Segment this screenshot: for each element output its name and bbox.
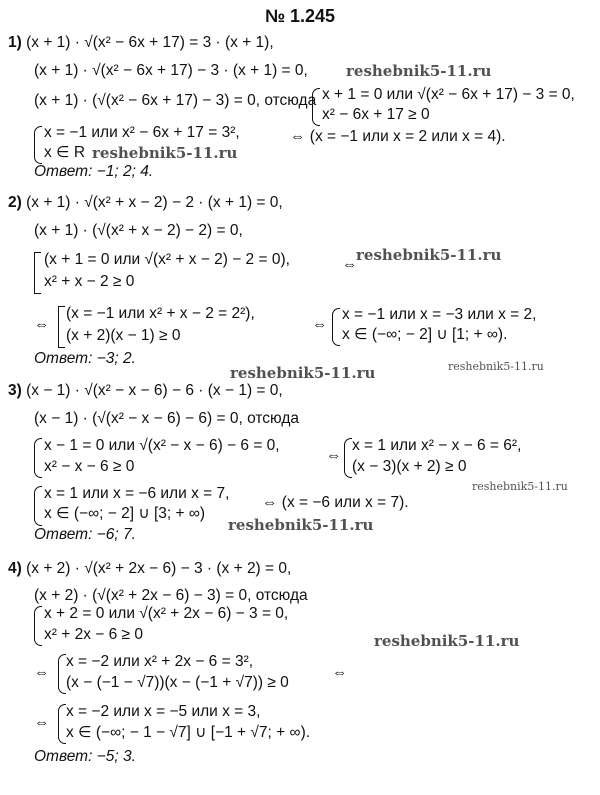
p4-system3-brace xyxy=(58,704,66,744)
p2-system1-row2: x² + x − 2 ≥ 0 xyxy=(44,273,135,290)
p3-system2-brace xyxy=(344,438,352,478)
p2-system2-row1: (x = −1 или x² + x − 2 = 2²), xyxy=(66,305,255,322)
p3-answer: Ответ: −6; 7. xyxy=(34,526,136,543)
p1-line1 xyxy=(8,34,274,52)
p4-system3-row1: x = −2 или x = −5 или x = 3, xyxy=(66,703,261,720)
page-title: № 1.245 xyxy=(264,6,336,26)
watermark: reshebnik5-11.ru xyxy=(472,480,568,493)
p2-equiv-arrow2: ⇔ xyxy=(34,316,50,333)
p2-system2-bracket xyxy=(58,306,65,348)
p1-number: 1) xyxy=(8,34,22,51)
p1-system1-row1: x + 1 = 0 или √(x² − 6x + 17) − 3 = 0, xyxy=(322,86,575,103)
p4-number: 4) xyxy=(8,560,22,577)
watermark: reshebnik5-11.ru xyxy=(228,516,374,534)
p4-system1-row2: x² + 2x − 6 ≥ 0 xyxy=(44,626,143,643)
p3-system3-brace xyxy=(34,486,42,526)
p2-system3-row2: x ∈ (−∞; − 2] ∪ [1; + ∞). xyxy=(342,326,508,343)
p4-equation: (x + 2) · √(x² + 2x − 6) − 3 · (x + 2) = 0, xyxy=(26,560,292,577)
p4-system1-row1: x + 2 = 0 или √(x² + 2x − 6) − 3 = 0, xyxy=(44,605,289,622)
watermark: reshebnik5-11.ru xyxy=(356,246,502,264)
p2-system2-row2: (x + 2)(x − 1) ≥ 0 xyxy=(66,327,181,344)
p2-system1-row1: (x + 1 = 0 или √(x² + x − 2) − 2 = 0), xyxy=(44,251,290,268)
p1-system2-row2: x ∈ R xyxy=(44,144,86,161)
p3-line1 xyxy=(8,382,283,400)
p2-number: 2) xyxy=(8,194,22,211)
p1-system2-row1: x = −1 или x² − 6x + 17 = 3², xyxy=(44,124,240,141)
p3-line2: (x − 1) · (√(x² − x − 6) − 6) = 0, отсюда xyxy=(34,410,299,427)
p1-system2-brace xyxy=(34,126,42,164)
p1-line3: (x + 1) · (√(x² − 6x + 17) − 3) = 0, отсюда xyxy=(34,92,317,109)
p2-line2: (x + 1) · (√(x² + x − 2) − 2) = 0, xyxy=(34,222,243,239)
p1-answer: Ответ: −1; 2; 4. xyxy=(34,163,154,180)
p4-line2: (x + 2) · (√(x² + 2x − 6) − 3) = 0, отсюда xyxy=(34,587,308,604)
watermark: reshebnik5-11.ru xyxy=(92,144,238,162)
p4-line1 xyxy=(8,560,291,578)
watermark: reshebnik5-11.ru xyxy=(346,62,492,80)
p3-system1-row2: x² − x − 6 ≥ 0 xyxy=(44,458,135,475)
p2-line1 xyxy=(8,194,283,212)
p2-system3-row1: x = −1 или x = −3 или x = 2, xyxy=(342,306,537,323)
p2-equation: (x + 1) · √(x² + x − 2) − 2 · (x + 1) = 0, xyxy=(26,194,283,211)
p2-system3-brace xyxy=(332,308,340,346)
p3-number: 3) xyxy=(8,382,22,399)
p4-equiv-arrow1: ⇔ xyxy=(34,664,50,681)
p3-system3-row2: x ∈ (−∞; − 2] ∪ [3; + ∞) xyxy=(44,505,206,522)
p4-equiv-arrow3: ⇔ xyxy=(34,714,50,731)
p1-system1-row2: x² − 6x + 17 ≥ 0 xyxy=(322,106,430,123)
watermark: reshebnik5-11.ru xyxy=(230,364,376,382)
p4-answer: Ответ: −5; 3. xyxy=(34,748,136,765)
watermark: reshebnik5-11.ru xyxy=(448,360,544,373)
p2-equiv-arrow: ⇔ xyxy=(342,256,358,273)
p3-system2-row1: x = 1 или x² − x − 6 = 6², xyxy=(352,437,522,454)
p2-answer: Ответ: −3; 2. xyxy=(34,350,136,367)
p4-system1-brace xyxy=(34,606,42,646)
p1-equation: (x + 1) · √(x² − 6x + 17) = 3 · (x + 1), xyxy=(26,34,274,51)
p1-result: ⇔ (x = −1 или x = 2 или x = 4). xyxy=(290,128,506,145)
p2-system1-bracket xyxy=(34,252,41,294)
p1-line2: (x + 1) · √(x² − 6x + 17) − 3 · (x + 1) = 0, xyxy=(34,62,308,79)
p3-system1-brace xyxy=(34,438,42,478)
p4-system3-row2: x ∈ (−∞; − 1 − √7] ∪ [−1 + √7; + ∞). xyxy=(66,724,311,741)
p3-equiv-arrow: ⇔ xyxy=(326,447,342,464)
p4-system2-row2: (x − (−1 − √7))(x − (−1 + √7)) ≥ 0 xyxy=(66,674,289,691)
watermark: reshebnik5-11.ru xyxy=(374,632,520,650)
p3-system2-row2: (x − 3)(x + 2) ≥ 0 xyxy=(352,458,467,475)
p4-system2-brace xyxy=(58,654,66,694)
p3-equation: (x − 1) · √(x² − x − 6) − 6 · (x − 1) = 0, xyxy=(26,382,283,399)
p3-system1-row1: x − 1 = 0 или √(x² − x − 6) − 6 = 0, xyxy=(44,437,280,454)
p2-equiv-arrow3: ⇔ xyxy=(312,316,328,333)
p1-system1-brace xyxy=(312,88,320,126)
p4-system2-row1: x = −2 или x² + 2x − 6 = 3², xyxy=(66,653,254,670)
p4-equiv-arrow2: ⇔ xyxy=(332,664,348,681)
p3-result: ⇔ (x = −6 или x = 7). xyxy=(262,494,409,511)
p3-system3-row1: x = 1 или x = −6 или x = 7, xyxy=(44,485,230,502)
